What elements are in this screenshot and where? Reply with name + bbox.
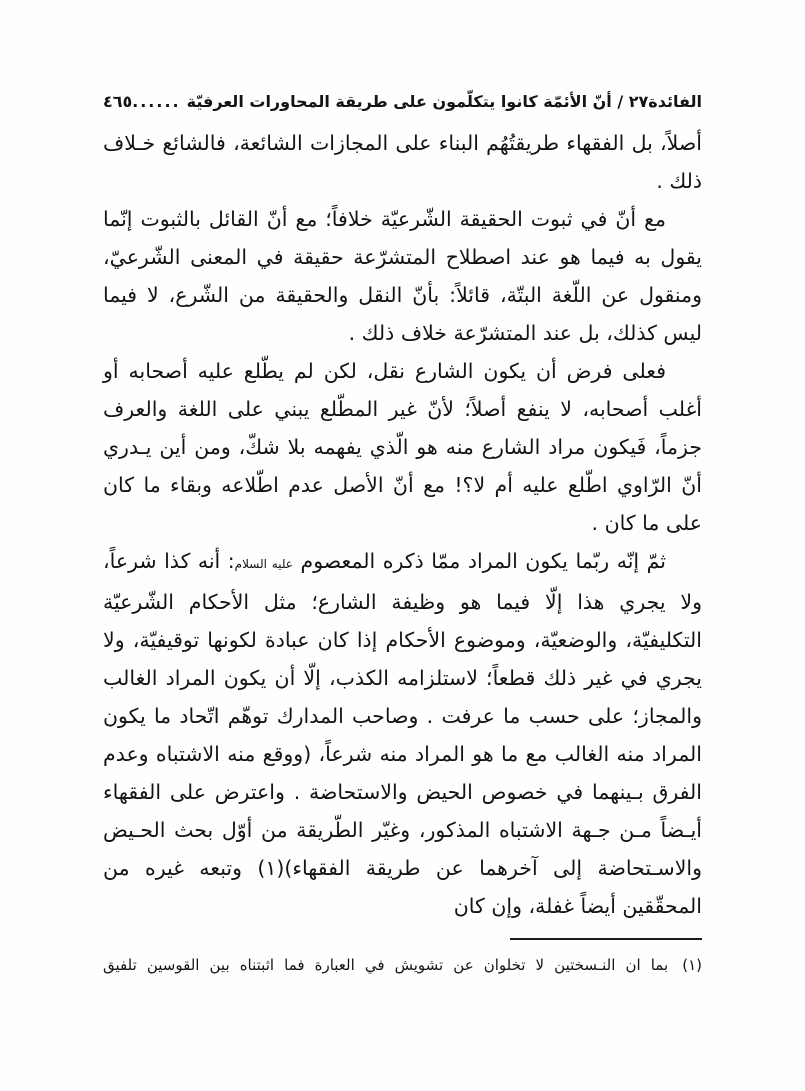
footnote <box>103 952 702 978</box>
page-header <box>103 92 702 111</box>
paragraph-3: فعلى فرض أن يكون الشارع نقل، لكن لم يطّلع عليه أصحابه أو أغلب أصحابه، لا ينفع أصلاً؛ لأنّ غير المطّلع يبني على اللغة والعرف جزماً، فَيكون مراد الشارع منه هو الّذي يفهمه بلا شكّ، ومن أين يـدري أنّ الرّاوي اطّلع عليه أم لا؟! مع أنّ الأصل عدم اطّلاعه وبقاء ما كان على ما كان . <box>103 359 702 535</box>
page-number: ٤٦٥ <box>103 92 133 111</box>
body-text <box>103 124 702 925</box>
footnote-marker: (١) <box>682 956 702 974</box>
footnote-text: بما ان النـسختين لا تخلوان عن تشويش في العبارة فما اثبتناه بين القوسين تلفيق <box>103 956 669 974</box>
honorific-inscription: عليه السلام <box>234 557 293 571</box>
paragraph-4-text-start: ثمّ إنّه ربّما يكون المراد ممّا ذكره المعصوم <box>300 549 666 573</box>
footnote-separator <box>510 938 702 940</box>
dot-leader: ...... <box>132 92 181 111</box>
paragraph-2: مع أنّ في ثبوت الحقيقة الشّرعيّة خلافاً؛ مع أنّ القائل بالثبوت إنّما يقول به فيما هو عند اصطلاح المتشرّعة حقيقة في المعنى الشّرعيّ، ومنقول عن اللّغة البتّة، قائلاً: بأنّ النقل والحقيقة من الشّرع، لا فيما ليس كذلك، بل عند المتشرّعة خلاف ذلك . <box>103 207 702 345</box>
paragraph-1: أصلاً، بل الفقهاء طريقتُهُم البناء على المجازات الشائعة، فالشائع خـلاف ذلك . <box>103 131 702 193</box>
paragraph-4 <box>103 542 702 925</box>
paragraph-4-text-end: : أنه كذا شرعاً، ولا يجري هذا إلّا فيما هو وظيفة الشارع؛ مثل الأحكام الشّرعيّة التكليفيّة، والوضعيّة، وموضوع الأحكام إذا كان عبادة لكونها توقيفيّة، ولا يجري في غير ذلك قطعاً؛ لاستلزامه الكذب، إلّا أن يكون المراد الغالب والمجاز؛ على حسب ما عرفت . وصاحب المدارك توهّم اتّحاد ما يكون المراد منه الغالب مع ما هو المراد منه شرعاً، (ووقع منه الاشتباه وعدم الفرق بـينهما في خصوص الحيض والاستحاضة . واعترض على الفقهاء أيـضاً مـن جـهة الاشتباه المذكور، وغيّر الطّريقة من أوّل بحث الحـيض والاسـتحاضة إلى آخرهما عن طريقة الفقهاء)(١) وتبعه غيره من المحقّقين أيضاً غفلة، وإن كان <box>103 549 702 918</box>
chapter-heading: الفائدة٢٧ / أنّ الأئمّة كانوا يتكلّمون على طريقة المحاورات العرفيّة <box>186 92 702 111</box>
